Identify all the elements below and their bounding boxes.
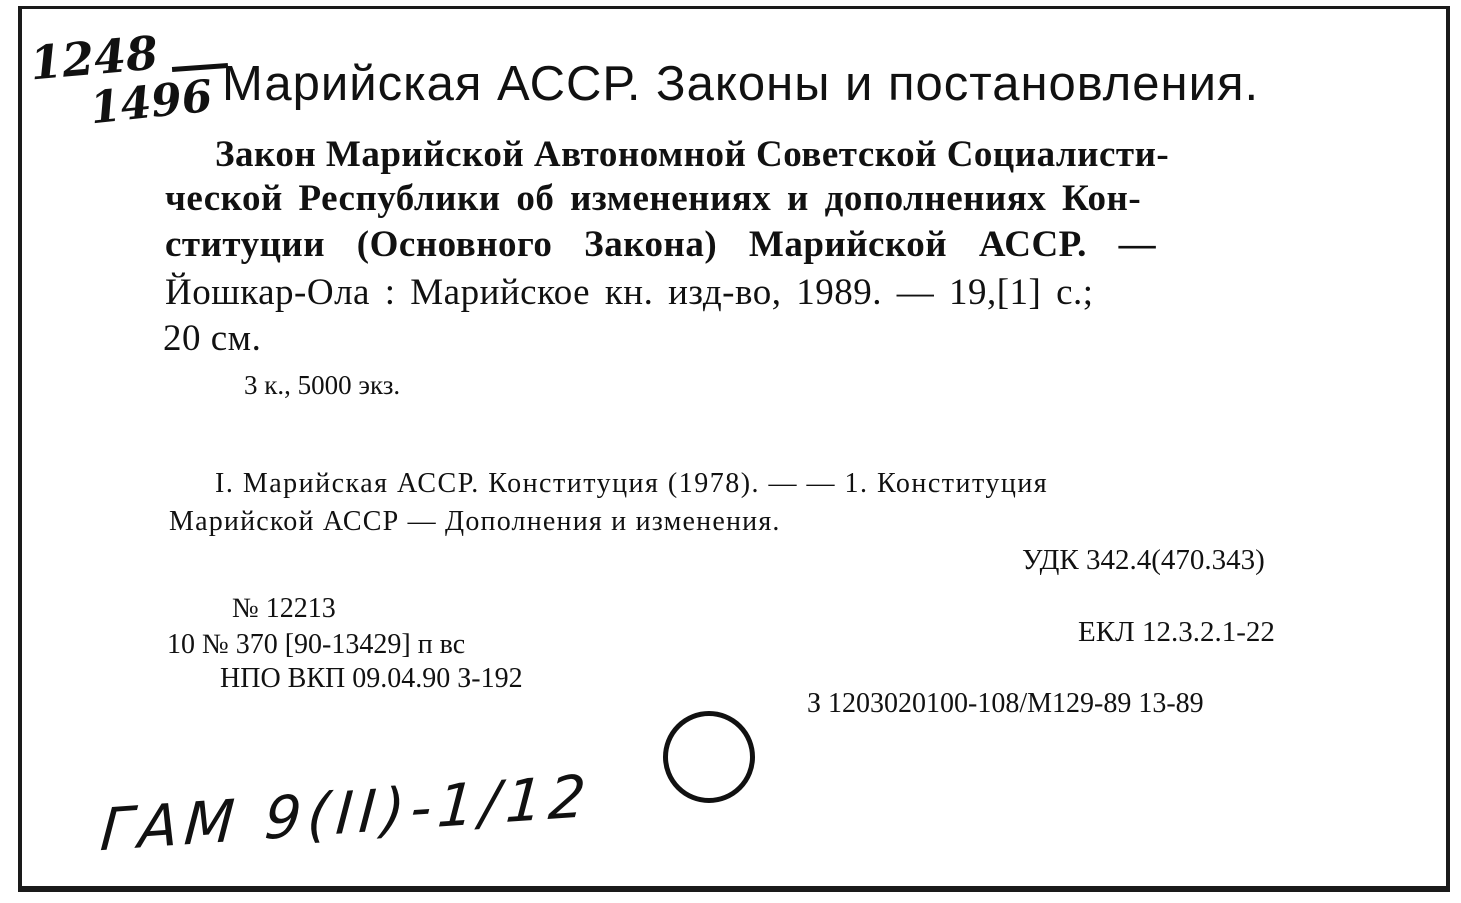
udk-code: УДК 342.4(470.343) xyxy=(1022,544,1265,576)
circle-stamp xyxy=(663,711,755,803)
handwritten-shelfmark: ГАМ 9(II)-1/12 xyxy=(98,761,594,865)
description-line-2: ческой Республики об изменениях и дополнениях Кон- xyxy=(165,178,1142,219)
description-line-1: Закон Марийской Автономной Советской Социалисти- xyxy=(215,134,1170,175)
classification-code: З 1203020100-108/М129-89 13-89 xyxy=(807,688,1204,719)
description-line-3: ституции (Основного Закона) Марийской АССР. — xyxy=(165,224,1157,265)
description-line-4: Йошкар-Ола : Марийское кн. изд-во, 1989. — 19,[1] с.; xyxy=(165,272,1094,313)
handwritten-number-bottom: 1496 xyxy=(87,70,215,135)
description-line-5: 20 см. xyxy=(163,318,262,359)
subject-heading-line-2: Марийской АССР — Дополнения и изменения. xyxy=(169,506,781,537)
handwritten-dash xyxy=(172,63,228,72)
order-line: 10 № 370 [90-13429] п вс xyxy=(167,629,466,660)
card-heading: Марийская АССР. Законы и постановления. xyxy=(222,57,1260,111)
handwritten-number-top: 1248 xyxy=(27,25,161,91)
ekl-code: ЕКЛ 12.3.2.1-22 xyxy=(1078,616,1275,648)
record-number: № 12213 xyxy=(232,593,336,624)
catalog-card xyxy=(18,6,1450,892)
npo-line: НПО ВКП 09.04.90 З-192 xyxy=(220,663,523,694)
copies-count: 3 к., 5000 экз. xyxy=(244,370,401,400)
subject-heading-line-1: I. Марийская АССР. Конституция (1978). — — 1. Конституция xyxy=(215,468,1049,499)
